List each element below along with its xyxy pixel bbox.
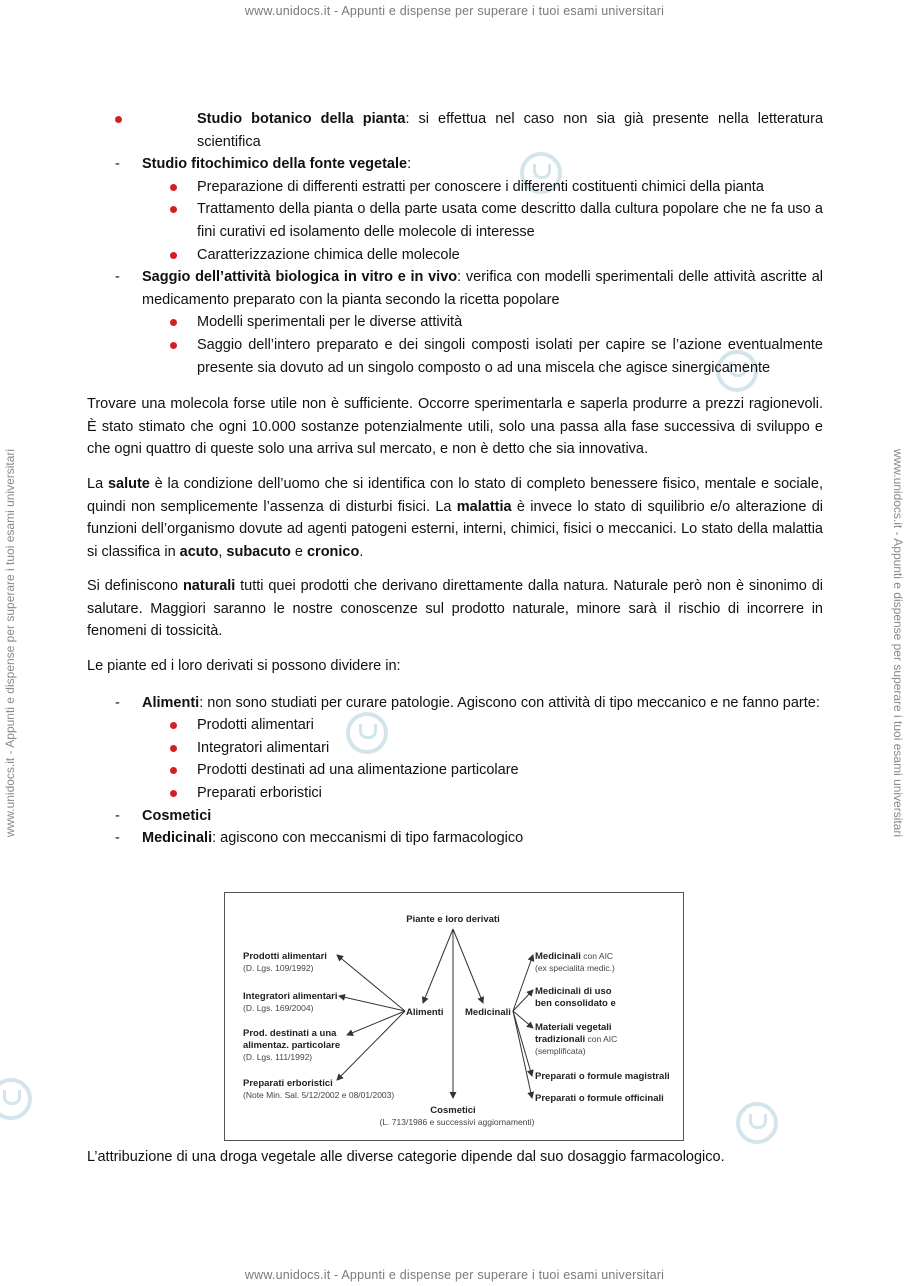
list-item: Preparazione di differenti estratti per conoscere i differenti costituenti chimici della pianta bbox=[87, 176, 823, 199]
document-body bbox=[87, 108, 823, 850]
paragraph-salute: La salute è la condizione dell’uomo che si identifica con lo stato di completo benessere fisico, mentale e sociale, quindi non semplicemente l’assenza di disturbi fisici. La malattia è invece lo stato di squilibrio e/o alterazione di funzioni dell’organismo dovute ad agenti patogeni esterni, interni, chimici, fisici o meccanici. Lo stato della malattia si classifica in acuto, subacuto e cronico. bbox=[87, 475, 824, 560]
list-item: - Alimenti: non sono studiati per curare patologie. Agiscono con attività di tipo meccanico e ne fanno parte: Prodotti alimentari Integratori alimentari Prodotti destinati ad una alimentazione particolare Preparati erboristici bbox=[87, 692, 823, 805]
paragraph-molecola: Trovare una molecola forse utile non è sufficiente. Occorre sperimentarla e saperla produrre a prezzi ragionevoli. È stato stimato che ogni 10.000 sostanze potenzialmente utili, solo una passa alla fase successiva di sviluppo e che ogni quattro di queste solo una arriva sul mercato, e non è detto che sia innovativa. bbox=[87, 396, 823, 458]
right-watermark: www.unidocs.it - Appunti e dispense per superare i tuoi esami universitari bbox=[891, 448, 906, 838]
diagram-right-label: ben consolidato e bbox=[535, 998, 616, 1009]
bullet-list bbox=[87, 714, 823, 804]
methods-list bbox=[87, 153, 823, 379]
arrow-alimenti-1 bbox=[337, 955, 405, 1011]
diagram-left-note: (D. Lgs. 109/1992) bbox=[243, 963, 314, 973]
categories-list bbox=[87, 692, 823, 850]
diagram-right-label: Materiali vegetali bbox=[535, 1022, 612, 1033]
diagram-left-label: Prodotti alimentari bbox=[243, 951, 327, 962]
list-item: Integratori alimentari bbox=[87, 737, 823, 760]
diagram-right-label: Preparati o formule officinali bbox=[535, 1093, 664, 1104]
header-watermark: www.unidocs.it - Appunti e dispense per superare i tuoi esami universitari bbox=[244, 4, 665, 18]
diagram-left-label: alimentaz. particolare bbox=[243, 1040, 341, 1051]
footer-watermark: www.unidocs.it - Appunti e dispense per superare i tuoi esami universitari bbox=[244, 1268, 665, 1282]
diagram-right-label: tradizionali con AIC bbox=[535, 1034, 618, 1045]
arrow-root-medicinali bbox=[453, 929, 483, 1003]
watermark-logo-icon bbox=[736, 1102, 778, 1144]
list-item: Saggio dell’intero preparato e dei singoli composti isolati per capire se l’azione eventualmente presente sia dovuto ad un singolo composto o ad una miscela che agisce sinergicamente bbox=[87, 334, 823, 379]
diagram-left-label: Prod. destinati a una bbox=[243, 1028, 337, 1039]
diagram-left-note: (D. Lgs. 169/2004) bbox=[243, 1003, 314, 1013]
arrow-medicinali-1 bbox=[513, 955, 533, 1011]
bullet-list bbox=[87, 176, 823, 266]
list-item: - Cosmetici bbox=[87, 805, 823, 828]
arrow-alimenti-2 bbox=[339, 996, 405, 1011]
list-item: - Studio fitochimico della fonte vegetale: Preparazione di differenti estratti per conoscere i differenti costituenti chimici della pianta Trattamento della pianta o della parte usata come descritto dalla cultura popolare che ne fa uso a fini curativi ed isolamento delle molecole di interesse Caratterizzazione chimica delle molecole bbox=[87, 153, 823, 266]
list-item: Preparati erboristici bbox=[87, 782, 823, 805]
list-item: Trattamento della pianta o della parte usata come descritto dalla cultura popolare che ne fa uso a fini curativi ed isolamento delle molecole di interesse bbox=[87, 198, 823, 243]
arrow-medicinali-5 bbox=[513, 1011, 532, 1098]
diagram-root-label: Piante e loro derivati bbox=[406, 914, 500, 925]
diagram-right-label: Medicinali di uso bbox=[535, 986, 612, 997]
diagram-cosmetici-label: Cosmetici bbox=[430, 1105, 476, 1116]
classification-diagram bbox=[224, 892, 684, 1141]
diagram-right-label: Medicinali con AIC bbox=[535, 951, 614, 962]
list-item: Caratterizzazione chimica delle molecole bbox=[87, 244, 823, 267]
bullet-list-top bbox=[32, 108, 823, 153]
list-item: Prodotti alimentari bbox=[87, 714, 823, 737]
watermark-logo-icon bbox=[0, 1078, 32, 1120]
arrow-medicinali-2 bbox=[513, 990, 533, 1011]
arrow-alimenti-3 bbox=[347, 1011, 405, 1035]
diagram-alimenti-label: Alimenti bbox=[406, 1007, 444, 1018]
diagram-right-label: Preparati o formule magistrali bbox=[535, 1071, 670, 1082]
diagram-left-label: Preparati erboristici bbox=[243, 1078, 333, 1089]
arrow-medicinali-4 bbox=[513, 1011, 532, 1076]
paragraph-final: L’attribuzione di una droga vegetale alle diverse categorie dipende dal suo dosaggio farmacologico. bbox=[87, 1149, 725, 1165]
diagram-right-note: (semplificata) bbox=[535, 1046, 586, 1056]
arrow-root-alimenti bbox=[423, 929, 453, 1003]
paragraph-piante: Le piante ed i loro derivati si possono dividere in: bbox=[87, 658, 401, 675]
list-item: - Medicinali: agiscono con meccanismi di tipo farmacologico bbox=[87, 827, 823, 850]
paragraph-naturali: Si definiscono naturali tutti quei prodotti che derivano direttamente dalla natura. Naturale però non è sinonimo di salutare. Maggiori saranno le nostre conoscenze sul prodotto naturale, minore sarà il rischio di incorrere in fenomeni di tossicità. bbox=[87, 578, 823, 640]
diagram-left-note: (D. Lgs. 111/1992) bbox=[243, 1052, 313, 1062]
diagram-svg bbox=[225, 893, 683, 1140]
bullet-list bbox=[87, 311, 823, 379]
arrow-alimenti-4 bbox=[337, 1011, 405, 1080]
list-item: Prodotti destinati ad una alimentazione particolare bbox=[87, 759, 823, 782]
list-item: Modelli sperimentali per le diverse attività bbox=[87, 311, 823, 334]
diagram-right-note: (ex specialità medic.) bbox=[535, 963, 615, 973]
diagram-medicinali-label: Medicinali bbox=[465, 1007, 511, 1018]
diagram-left-note: (Note Min. Sal. 5/12/2002 e 08/01/2003) bbox=[243, 1090, 395, 1100]
left-watermark: www.unidocs.it - Appunti e dispense per superare i tuoi esami universitari bbox=[3, 448, 18, 838]
diagram-left-label: Integratori alimentari bbox=[243, 991, 338, 1002]
list-item: Studio botanico della pianta: si effettua nel caso non sia già presente nella letteratura scientifica bbox=[32, 108, 823, 153]
list-item: - Saggio dell’attività biologica in vitro e in vivo: verifica con modelli sperimentali delle attività ascritte al medicamento preparato con la pianta secondo la ricetta popolare Modelli sperimentali per le diverse attività Saggio dell’intero preparato e dei singoli composti isolati per capire se l’azione eventualmente presente sia dovuto ad un singolo composto o ad una miscela che agisce sinergicamente bbox=[87, 266, 823, 379]
diagram-cosmetici-note: (L. 713/1986 e successivi aggiornamenti) bbox=[379, 1117, 535, 1127]
